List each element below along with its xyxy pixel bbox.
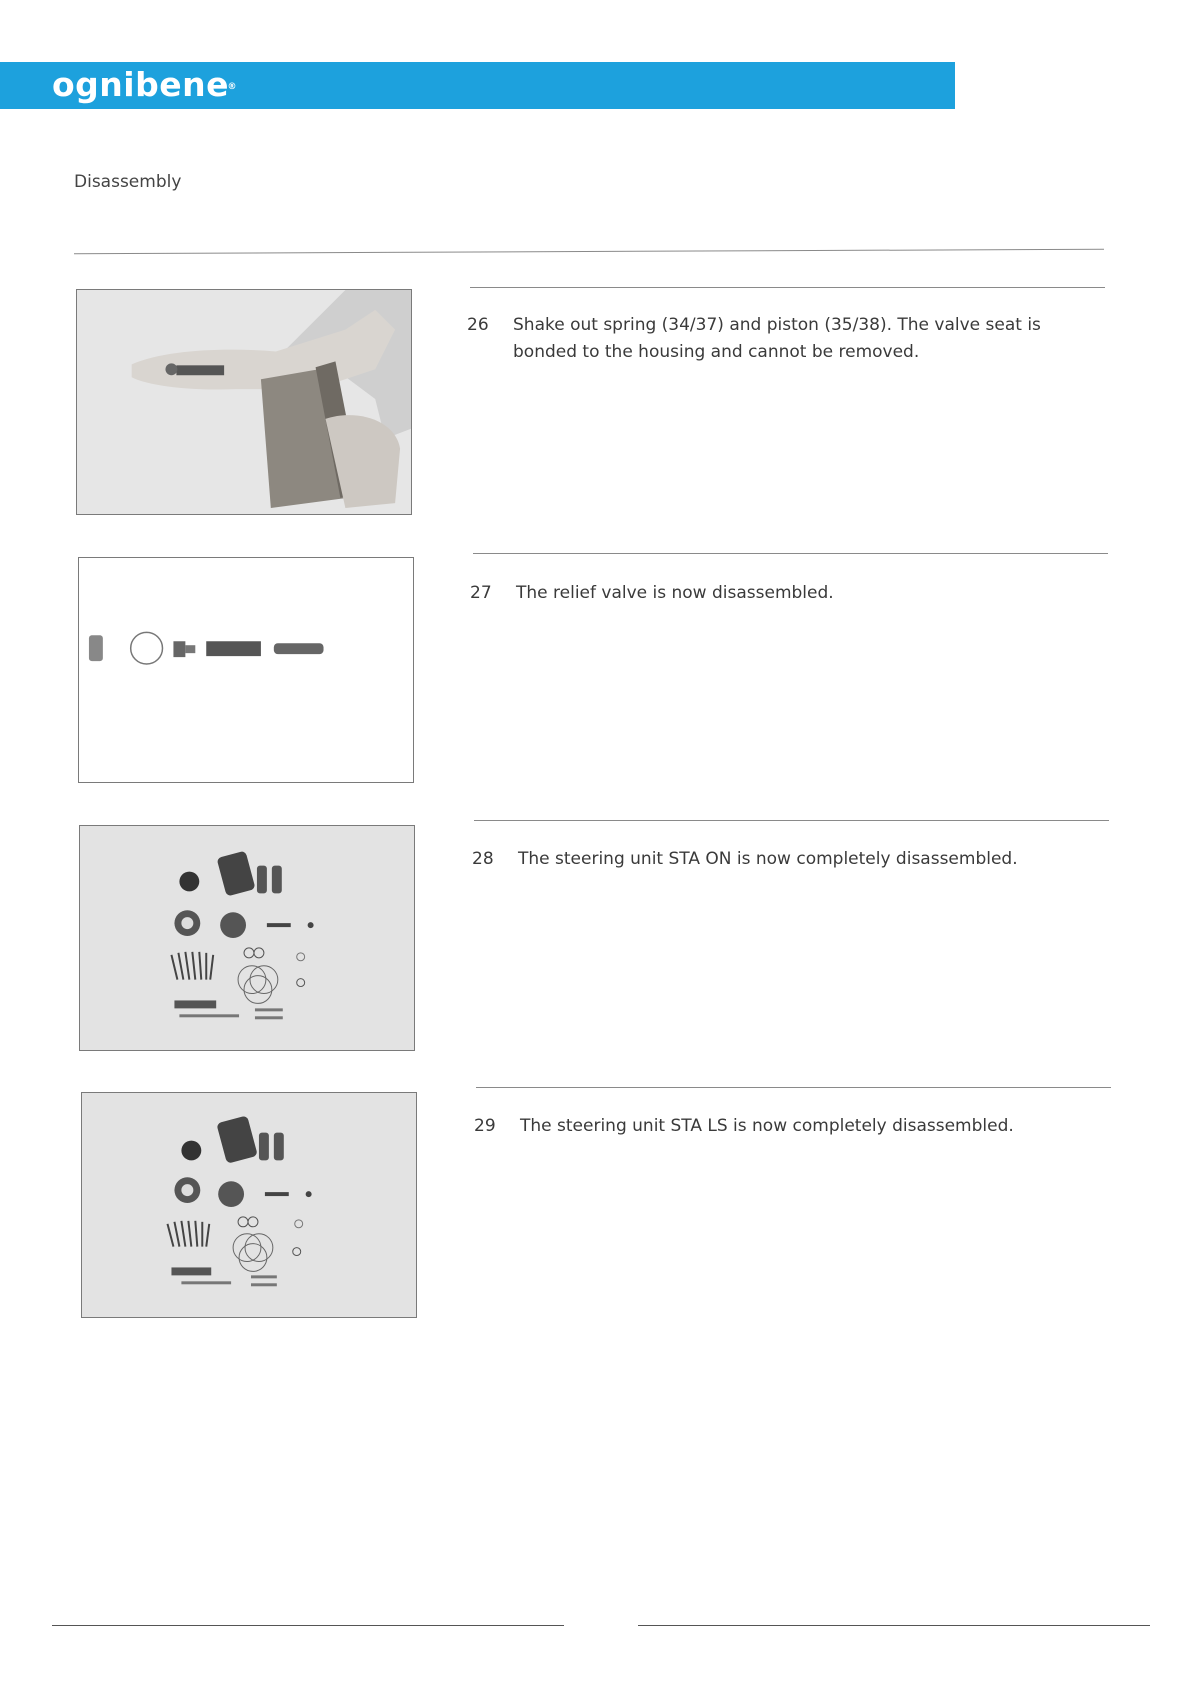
step-number: 26 (467, 315, 489, 335)
step-28-divider (474, 820, 1109, 821)
hand-holding-housing-photo (77, 290, 411, 514)
step-29-divider (476, 1087, 1111, 1088)
logo-text: ognibene (52, 65, 229, 104)
footer-rule-right (638, 1625, 1150, 1626)
footer-rule-left (52, 1625, 564, 1626)
steering-unit-parts-photo (80, 826, 414, 1050)
section-divider (74, 249, 1104, 254)
step-28-photo (79, 825, 415, 1051)
step-number: 27 (470, 583, 492, 603)
step-text: The relief valve is now disassembled. (516, 583, 834, 603)
section-title: Disassembly (74, 172, 182, 192)
step-number: 29 (474, 1116, 496, 1136)
step-text: Shake out spring (34/37) and piston (35/38). The valve seat is bonded to the housing and cannot be removed. (513, 315, 1041, 362)
step-29-photo (81, 1092, 417, 1318)
step-27-divider (473, 553, 1108, 554)
step-number: 28 (472, 849, 494, 869)
step-text: The steering unit STA LS is now completely disassembled. (520, 1116, 1014, 1136)
step-text: The steering unit STA ON is now completely disassembled. (518, 849, 1018, 869)
step-26-photo (76, 289, 412, 515)
relief-valve-parts-photo (79, 558, 413, 782)
steering-unit-parts-photo (82, 1093, 416, 1317)
header-bar (0, 62, 955, 109)
step-26-divider (470, 287, 1105, 288)
brand-logo (52, 65, 237, 104)
step-27-photo (78, 557, 414, 783)
registered-mark: ® (227, 82, 237, 92)
